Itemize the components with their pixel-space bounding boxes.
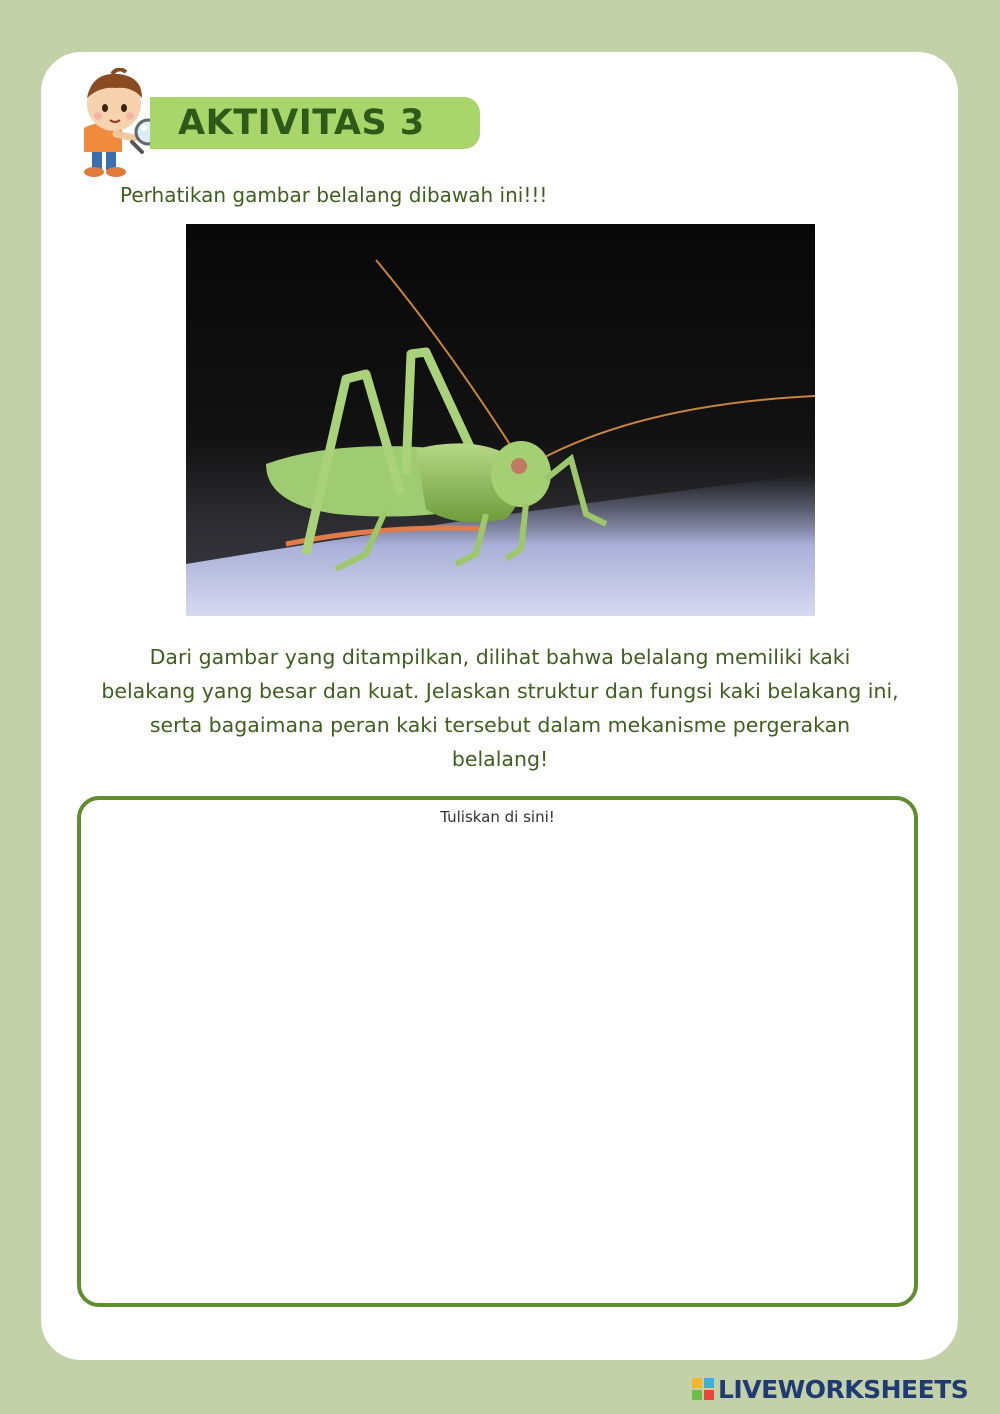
instruction-text: Perhatikan gambar belalang dibawah ini!!! xyxy=(120,183,548,207)
question-text: Dari gambar yang ditampilkan, dilihat bahwa belalang memiliki kaki belakang yang besar dan kuat. Jelaskan struktur dan fungsi kaki belakang ini, serta bagaimana peran kaki tersebut dalam mekanisme pergerakan belalang! xyxy=(101,645,899,771)
answer-placeholder: Tuliskan di sini! xyxy=(440,808,555,826)
page-title: AKTIVITAS 3 xyxy=(178,103,425,143)
answer-input[interactable] xyxy=(97,836,898,1287)
liveworksheets-logo-icon xyxy=(692,1378,714,1400)
liveworksheets-brand xyxy=(692,1374,968,1404)
answer-box[interactable] xyxy=(77,796,918,1307)
brand-name: LIVEWORKSHEETS xyxy=(718,1374,969,1404)
grasshopper-photo xyxy=(186,224,815,616)
